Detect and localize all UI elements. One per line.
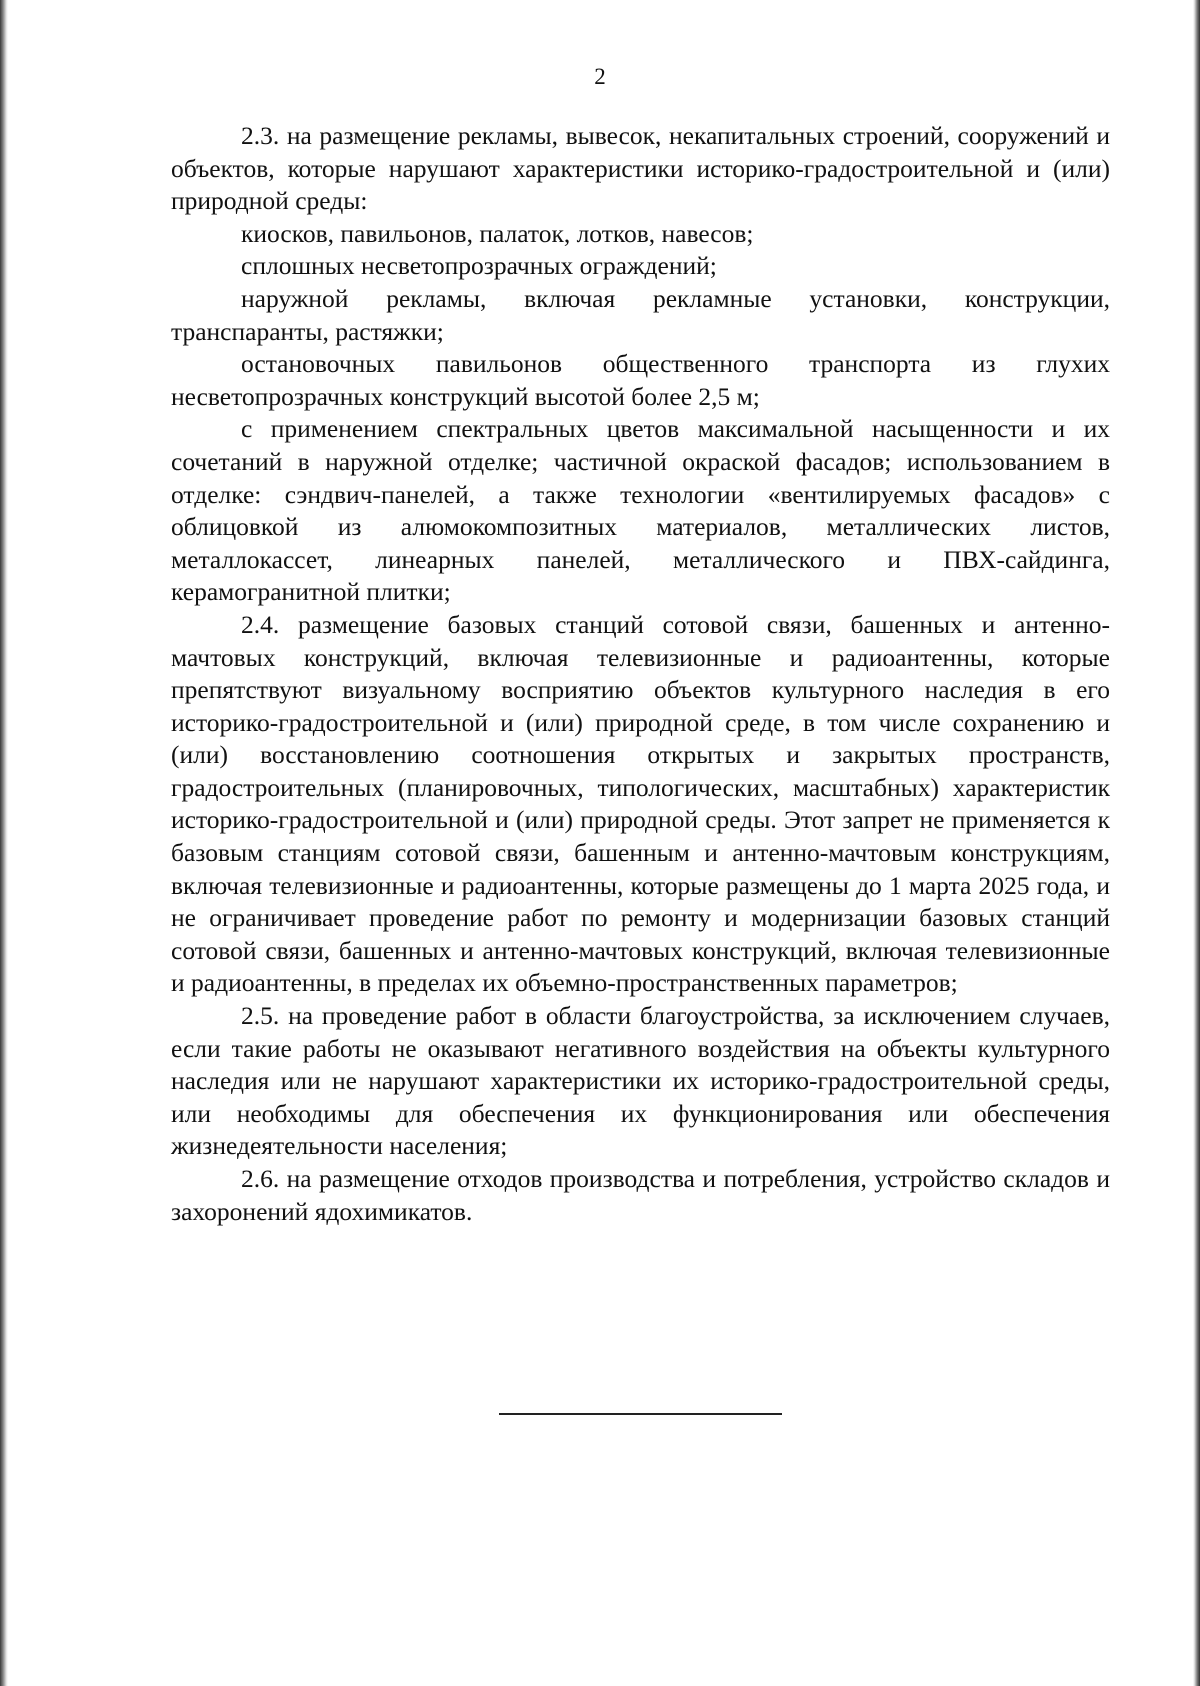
end-of-document-rule [499,1413,782,1415]
scan-border-left [0,0,8,1686]
paragraph-2-3: 2.3. на размещение рекламы, вывесок, некапитальных строений, сооружений и объектов, которые нарушают характеристики историко-градостроительной и (или) природной среды: [171,121,1110,216]
list-item-outdoor-advertising: наружной рекламы, включая рекламные установки, конструкции, транспаранты, растяжки; [171,283,1110,346]
page-number: 2 [594,64,606,89]
list-item-fences: сплошных несветопрозрачных ограждений; [241,251,717,281]
list-item-bus-stop-pavilions: остановочных павильонов общественного транспорта из глухих несветопрозрачных конструкций высотой более 2,5 м; [171,349,1110,411]
list-item-kiosks: киосков, павильонов, палаток, лотков, навесов; [241,218,754,248]
paragraph-2-4: 2.4. размещение базовых станций сотовой связи, башенных и антенно-мачтовых конструкций, включая телевизионные и радиоантенны, которые препятствуют визуальному восприятию объектов культурного наследия в его историко-градостроительной и (или) природной среде, в том числе сохранению и (или) восстановлению соотношения открытых и закрытых пространств, градостроительных (планировочных, типологических, масштабных) характеристик историко-градостроительной и (или) природной среды. Этот запрет не применяется к базовым станциям сотовой связи, башенным и антенно-мачтовым конструкциям, включая телевизионные и радиоантенны, которые размещены до 1 марта 2025 года, и не ограничивает проведение работ по ремонту и модернизации базовых станций сотовой связи, башенных и антенно-мачтовых конструкций, включая телевизионные и радиоантенны, в пределах их объемно-пространственных параметров; [171,609,1110,998]
list-item-spectral-colors: с применением спектральных цветов максимальной насыщенности и их сочетаний в наружной отделке; частичной окраской фасадов; использованием в отделке: сэндвич-панелей, а также технологии «вентилируемых фасадов» с облицовкой из алюмокомпозитных материалов, металлических листов, металлокассет, линеарных панелей, металлического и ПВХ-сайдинга, керамогранитной плитки; [171,414,1110,607]
document-body [171,120,1110,1228]
paragraph-2-6: 2.6. на размещение отходов производства и потребления, устройство складов и захоронений ядохимикатов. [171,1164,1110,1226]
scan-border-right [1193,0,1200,1686]
paragraph-2-5: 2.5. на проведение работ в области благоустройства, за исключением случаев, если такие работы не оказывают негативного воздействия на объекты культурного наследия или не нарушают характеристики их историко-градостроительной среды, или необходимы для обеспечения их функционирования или обеспечения жизнедеятельности населения; [171,1001,1110,1161]
